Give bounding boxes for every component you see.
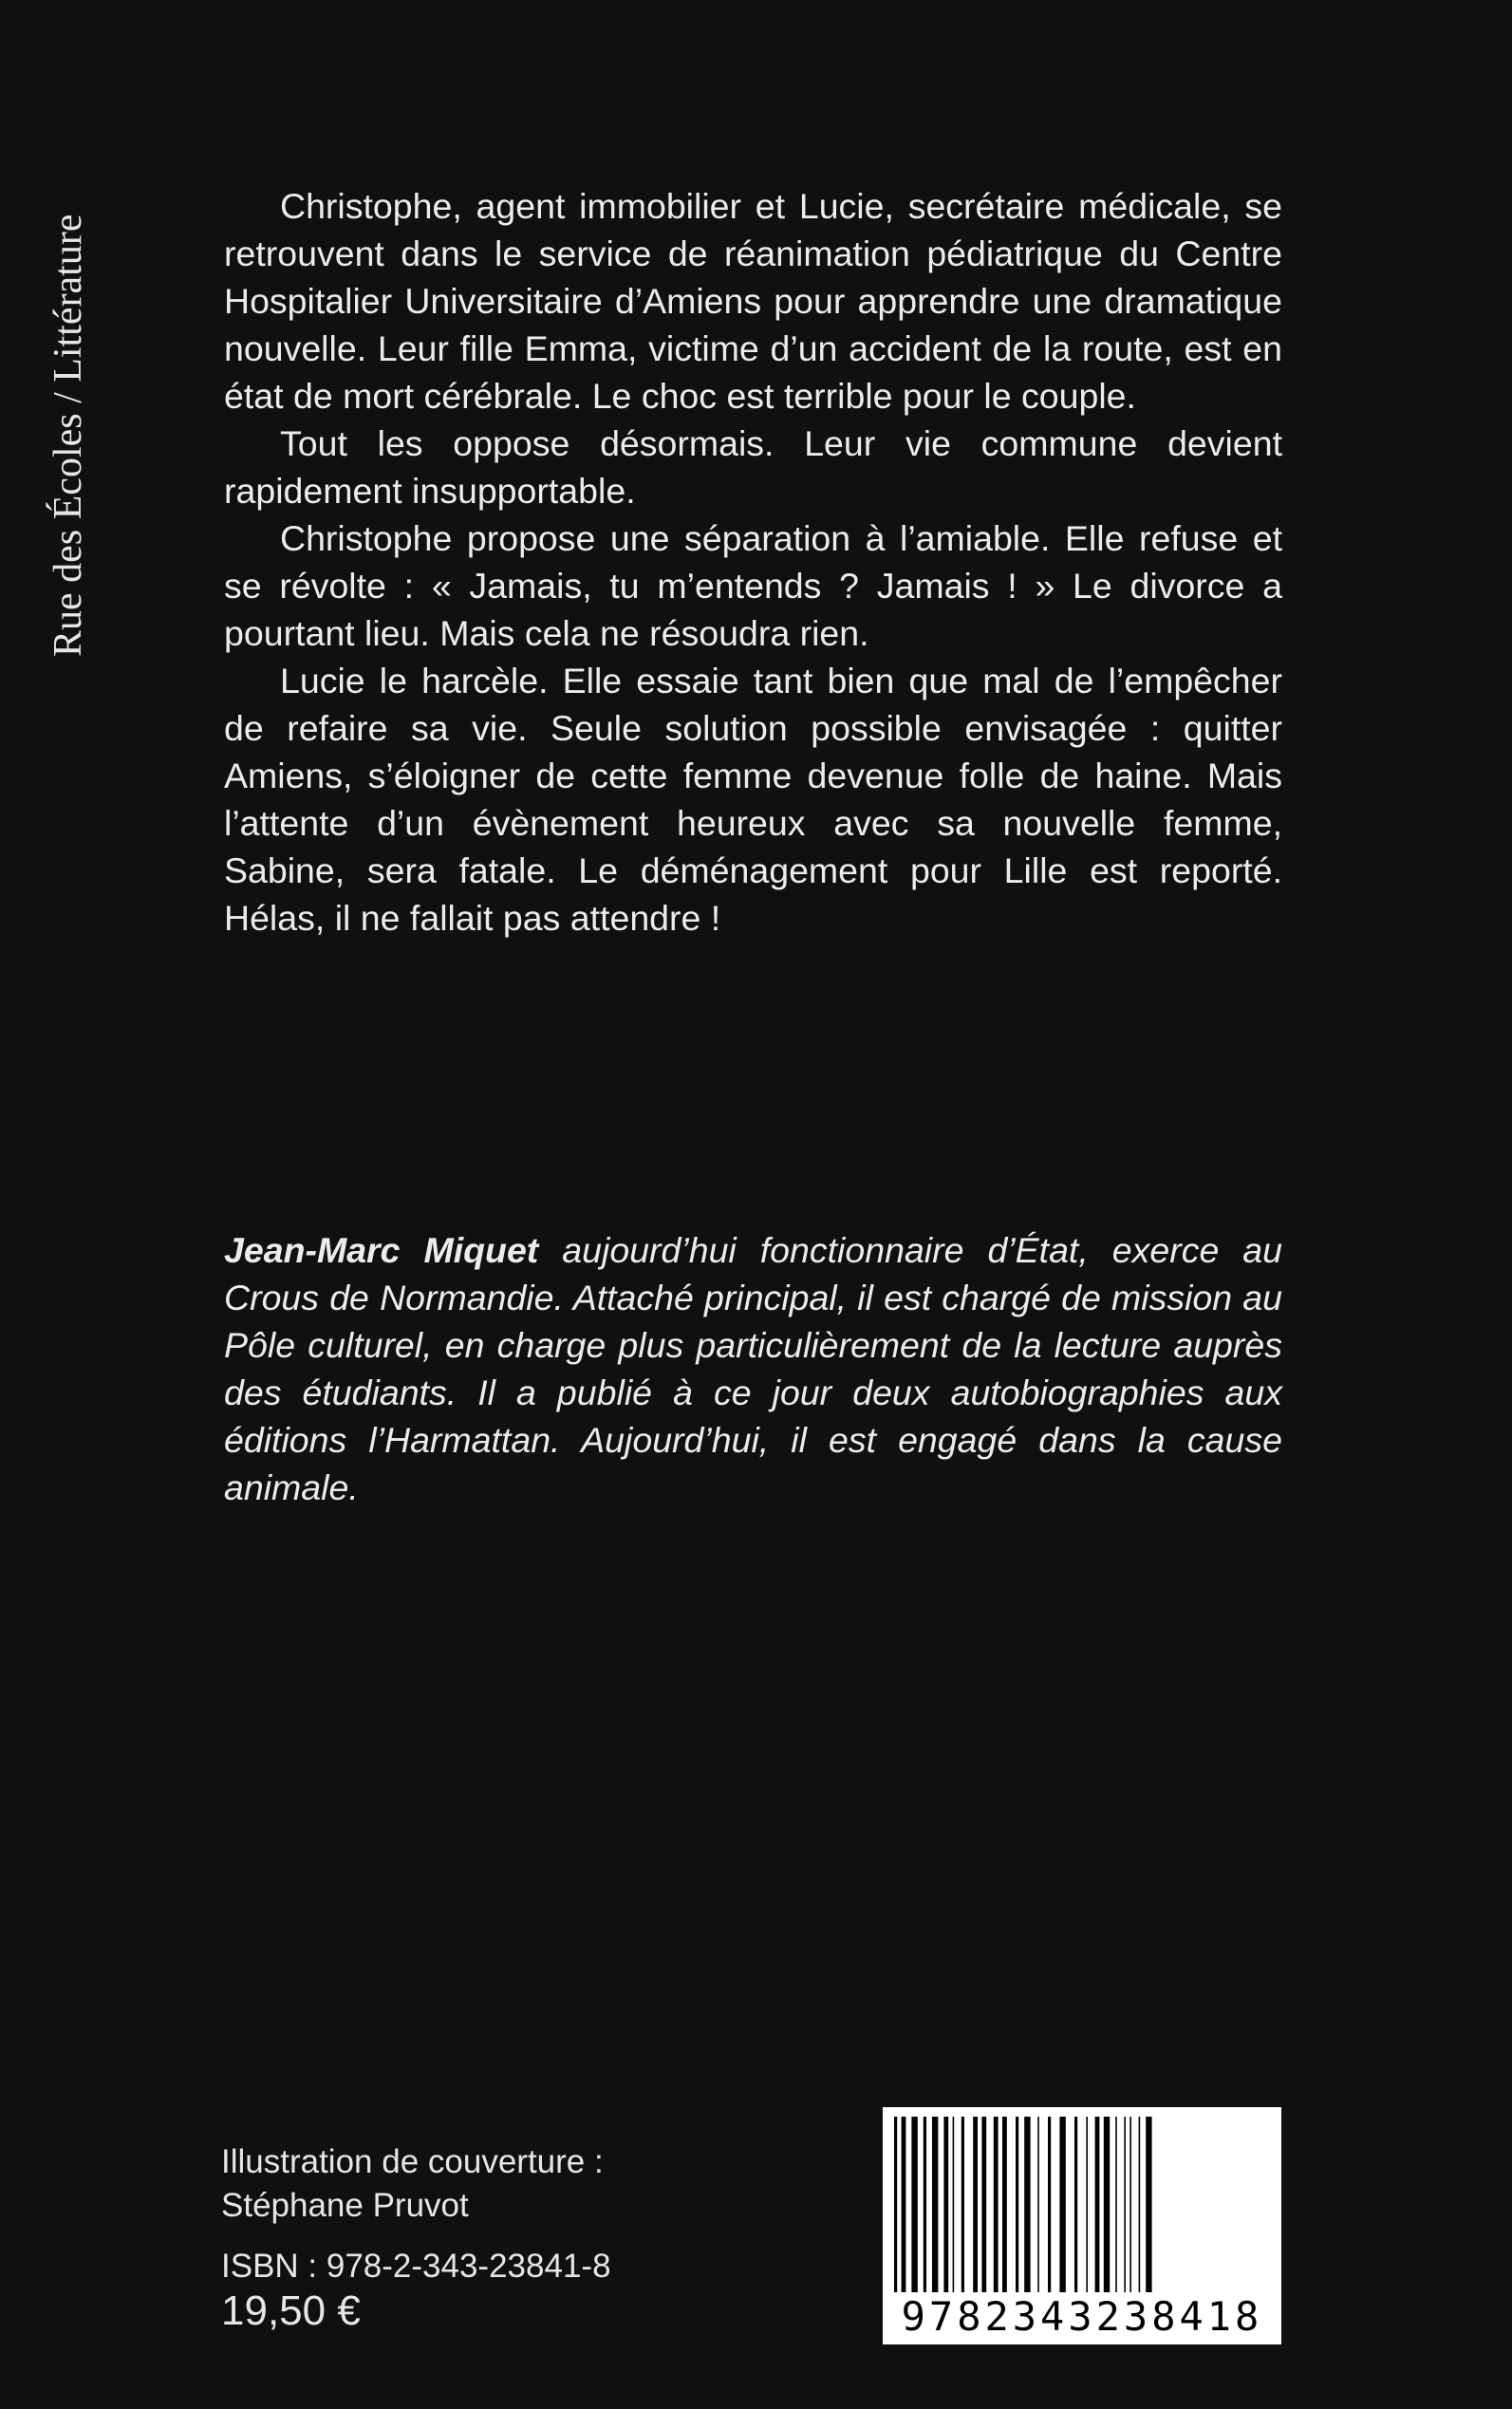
- blurb-paragraph-2: Tout les oppose désormais. Leur vie commune devient rapidement insupportable.: [224, 423, 1282, 511]
- barcode-digits: 9782343238418: [883, 2293, 1281, 2341]
- cover-credits: [221, 2140, 604, 2228]
- blurb-paragraph-1: Christophe, agent immobilier et Lucie, secrétaire médicale, se retrouvent dans le service de réanimation pédiatrique du Centre Hospitalier Universitaire d’Amiens pour apprendre une dramatique nouvelle. Leur fille Emma, victime d’un accident de la route, est en état de mort cérébrale. Le choc est terrible pour le couple.: [224, 186, 1282, 416]
- blurb-paragraph-4: Lucie le harcèle. Elle essaie tant bien que mal de l’empêcher de refaire sa vie. Seule solution possible envisagée : quitter Amiens, s’éloigner de cette femme devenue folle de haine. Mais l’attente d’un évènement heureux avec sa nouvelle femme, Sabine, sera fatale. Le déménagement pour Lille est reporté. Hélas, il ne fallait pas attendre !: [224, 661, 1282, 938]
- illustration-label: Illustration de couverture :: [221, 2143, 604, 2180]
- author-bio-text: aujourd’hui fonctionnaire d’État, exerce au Crous de Normandie. Attaché principal, il est chargé de mission au Pôle culturel, en charge plus particulièrement de la lecture auprès des étudiants. Il a publié à ce jour deux autobiographies aux éditions l’Harmattan. Aujourd’hui, il est engagé dans la cause animale.: [224, 1230, 1282, 1507]
- spine-collection-label: Rue des Écoles / Littérature: [47, 214, 90, 657]
- author-bio: [224, 1226, 1282, 1511]
- author-name: Jean-Marc Miquet: [224, 1230, 539, 1270]
- back-cover-blurb: [224, 182, 1282, 942]
- price: 19,50 €: [221, 2288, 361, 2334]
- barcode-bars-icon: [883, 2107, 1281, 2297]
- illustrator-name: Stéphane Pruvot: [221, 2187, 469, 2224]
- isbn-number: ISBN : 978-2-343-23841-8: [221, 2248, 611, 2285]
- barcode: [883, 2107, 1281, 2344]
- blurb-paragraph-3: Christophe propose une séparation à l’amiable. Elle refuse et se révolte : « Jamais, tu m’entends ? Jamais ! » Le divorce a pourtant lieu. Mais cela ne résoudra rien.: [224, 518, 1282, 653]
